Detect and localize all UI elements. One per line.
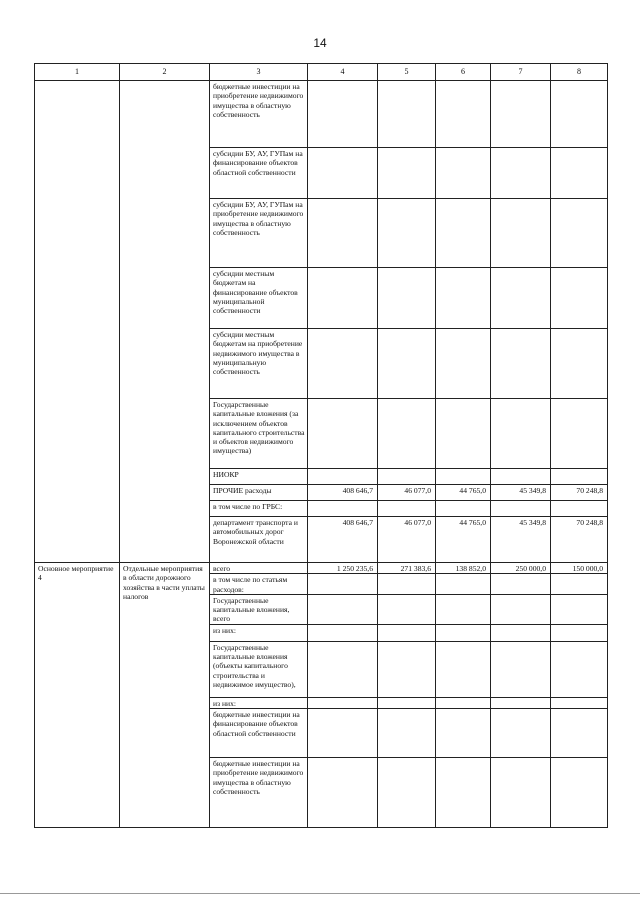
expense-label: всего [210,563,308,574]
value-cell [378,641,436,697]
value-cell: 271 383,6 [378,563,436,574]
value-cell [308,709,378,758]
value-cell: 45 349,8 [491,485,551,501]
value-cell [378,81,436,148]
header-cell: 1 [35,64,120,81]
value-cell [378,624,436,641]
value-cell [436,501,491,517]
expense-label: бюджетные инвестиции на приобретение недвижимого имущества в областную собственность [210,81,308,148]
value-cell [308,81,378,148]
value-cell [308,501,378,517]
value-cell [551,574,608,595]
value-cell [491,268,551,329]
value-cell [436,574,491,595]
header-cell: 3 [210,64,308,81]
value-cell [308,697,378,708]
value-cell [308,148,378,199]
expense-label: Государственные капитальные вложения (объекты капитального строительства и недвижимое имущество), [210,641,308,697]
measure-description [120,81,210,563]
value-cell [308,329,378,399]
value-cell: 44 765,0 [436,517,491,563]
value-cell [308,641,378,697]
expense-label: департамент транспорта и автомобильных дорог Воронежской области [210,517,308,563]
value-cell [308,469,378,485]
value-cell [551,329,608,399]
value-cell [436,148,491,199]
header-cell: 6 [436,64,491,81]
value-cell [308,268,378,329]
value-cell [551,469,608,485]
value-cell: 250 000,0 [491,563,551,574]
value-cell [436,469,491,485]
value-cell [378,469,436,485]
value-cell [436,329,491,399]
value-cell [491,199,551,268]
value-cell [436,399,491,469]
page-number: 14 [313,36,327,50]
value-cell [551,148,608,199]
value-cell: 1 250 235,6 [308,563,378,574]
value-cell: 46 077,0 [378,517,436,563]
header-row [35,64,608,81]
value-cell [491,641,551,697]
value-cell [378,574,436,595]
value-cell: 408 646,7 [308,485,378,501]
value-cell [436,709,491,758]
expense-label: в том числе по статьям расходов: [210,574,308,595]
footer-line [0,893,640,894]
value-cell [491,574,551,595]
value-cell [378,268,436,329]
expense-label: субсидии местным бюджетам на финансирование объектов муниципальной собственности [210,268,308,329]
value-cell: 44 765,0 [436,485,491,501]
value-cell [551,199,608,268]
value-cell [436,624,491,641]
value-cell: 70 248,8 [551,517,608,563]
value-cell [491,697,551,708]
value-cell: 46 077,0 [378,485,436,501]
expense-label: субсидии местным бюджетам на приобретение недвижимого имущества в муниципальную собственность [210,329,308,399]
value-cell [551,268,608,329]
value-cell [436,199,491,268]
measure-name [35,81,120,563]
value-cell [378,329,436,399]
expense-label: бюджетные инвестиции на приобретение недвижимого имущества в областную собственность [210,758,308,828]
value-cell [378,758,436,828]
value-cell [551,641,608,697]
value-cell [551,709,608,758]
value-cell [378,199,436,268]
expense-label: Государственные капитальные вложения, всего [210,594,308,624]
value-cell [308,624,378,641]
expense-label: НИОКР [210,469,308,485]
value-cell [491,709,551,758]
value-cell [551,758,608,828]
value-cell [491,329,551,399]
value-cell [551,697,608,708]
value-cell [436,268,491,329]
value-cell [308,399,378,469]
value-cell [491,594,551,624]
value-cell [491,399,551,469]
value-cell: 408 646,7 [308,517,378,563]
header-cell: 4 [308,64,378,81]
value-cell [491,758,551,828]
expense-label: Государственные капитальные вложения (за исключением объектов капитального строительства и объектов недвижимого имущества) [210,399,308,469]
value-cell [308,758,378,828]
value-cell: 70 248,8 [551,485,608,501]
value-cell [436,697,491,708]
value-cell: 150 000,0 [551,563,608,574]
expense-label: бюджетные инвестиции на финансирование объектов областной собственности [210,709,308,758]
header-cell: 2 [120,64,210,81]
expense-label: субсидии БУ, АУ, ГУПам на приобретение недвижимого имущества в областную собственность [210,199,308,268]
budget-table [34,63,608,828]
value-cell [308,199,378,268]
expense-label: из них: [210,697,308,708]
value-cell [378,697,436,708]
value-cell [551,594,608,624]
value-cell [491,81,551,148]
value-cell [436,758,491,828]
value-cell [436,81,491,148]
value-cell [551,501,608,517]
budget-table-body [35,64,608,828]
value-cell [308,574,378,595]
value-cell [491,469,551,485]
header-cell: 7 [491,64,551,81]
value-cell [436,641,491,697]
header-cell: 8 [551,64,608,81]
value-cell [378,399,436,469]
table-row [35,563,608,574]
value-cell [491,624,551,641]
value-cell [551,81,608,148]
value-cell [551,399,608,469]
value-cell [378,148,436,199]
value-cell [378,501,436,517]
expense-label: субсидии БУ, АУ, ГУПам на финансирование объектов областной собственности [210,148,308,199]
value-cell [551,624,608,641]
value-cell [491,501,551,517]
value-cell [378,709,436,758]
expense-label: ПРОЧИЕ расходы [210,485,308,501]
value-cell: 138 852,0 [436,563,491,574]
value-cell [491,148,551,199]
expense-label: из них: [210,624,308,641]
value-cell [378,594,436,624]
header-cell: 5 [378,64,436,81]
value-cell: 45 349,8 [491,517,551,563]
measure-name: Основное мероприятие 4 [35,563,120,828]
table-row [35,81,608,148]
measure-description: Отдельные мероприятия в области дорожного хозяйства в части уплаты налогов [120,563,210,828]
expense-label: в том числе по ГРБС: [210,501,308,517]
value-cell [308,594,378,624]
value-cell [436,594,491,624]
